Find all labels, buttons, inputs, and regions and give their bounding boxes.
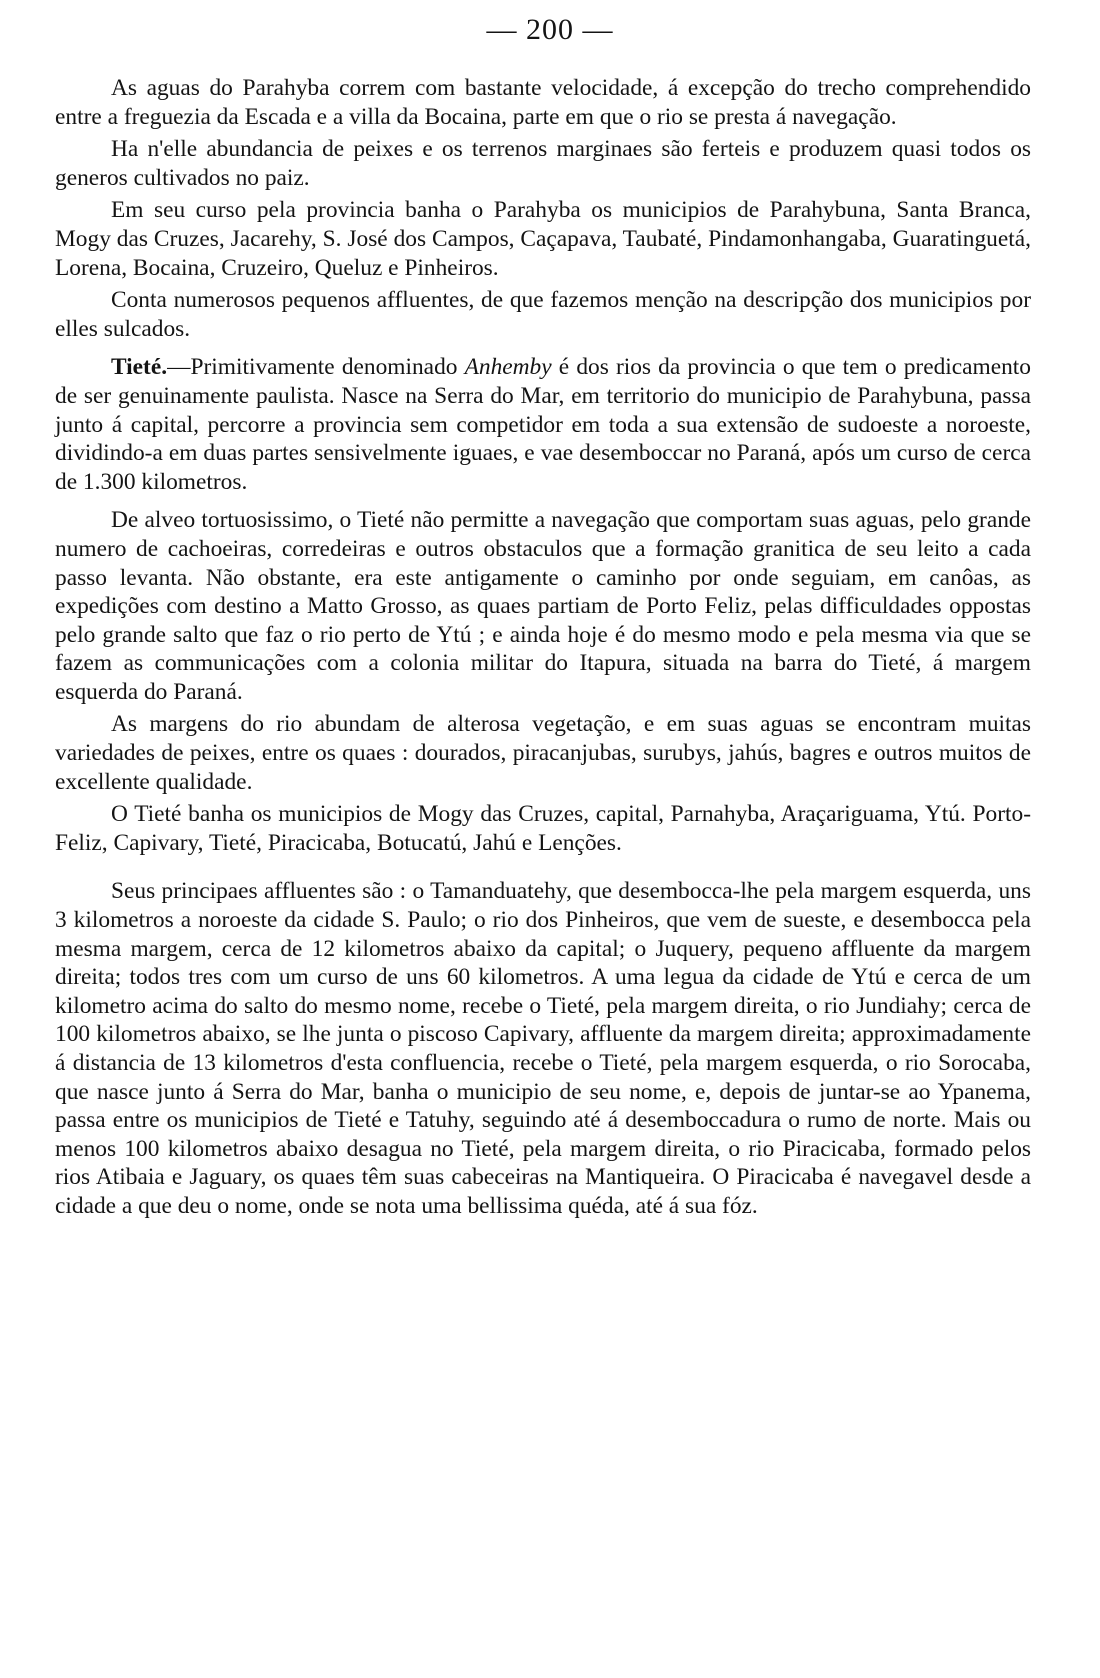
paragraph-tiete-municipalities: O Tieté banha os municipios de Mogy das Cruzes, capital, Parnahyba, Araçariguama, Ytú. Porto-Feliz, Capivary, Tieté, Piracicaba, Botucatú, Jahú e Lenções. (55, 801, 1031, 856)
paragraph-tiete-affluents: Seus principaes affluentes são : o Tamanduatehy, que desembocca-lhe pela margem esquerda, uns 3 kilometros a noroeste da cidade S. Paulo; o rio dos Pinheiros, que vem de sueste, e desembocca pela mesma margem, cerca de 12 kilometros abaixo da capital; o Juquery, pequeno affluente da margem direita; todos tres com um curso de uns 60 kilometros. A uma legua da cidade de Ytú e cerca de um kilometro acima do salto do mesmo nome, recebe o Tieté, pela margem direita, o rio Jundiahy; cerca de 100 kilometros abaixo, se lhe junta o piscoso Capivary, affluente da margem direita; approximadamente á distancia de 13 kilometros d'esta confluencia, recebe o Tieté, pela margem esquerda, o rio Sorocaba, que nasce junto á Serra do Mar, banha o municipio de seu nome, e, depois de juntar-se ao Ypanema, passa entre os municipios de Tieté e Tatuhy, seguindo até á desemboccadura o rumo de norte. Mais ou menos 100 kilometros abaixo desagua no Tieté, pela margem direita, o rio Piracicaba, formado pelos rios Atibaia e Jaguary, os quaes têm suas cabeceiras na Mantiqueira. O Piracicaba é navegavel desde a cidade a que deu o nome, onde se nota uma bellissima quéda, até á sua fóz. (55, 878, 1031, 1219)
paragraph-tiete-intro-lead: —Primitivamente denominado (167, 354, 465, 381)
paragraph-paraiba-velocity: As aguas do Parahyba correm com bastante velocidade, á excepção do trecho comprehendido entre a freguezia da Escada e a villa da Bocaina, parte em que o rio se presta á navegação. (55, 75, 1031, 130)
section-heading-tiete: Tieté. (111, 354, 168, 381)
paragraph-paraiba-fish: Ha n'elle abundancia de peixes e os terrenos marginaes são ferteis e produzem quasi todos os generos cultivados no paiz. (55, 136, 1031, 191)
paragraph-tiete-intro (55, 353, 1031, 496)
paragraph-tiete-navigation: De alveo tortuosissimo, o Tieté não permitte a navegação que comportam suas aguas, pelo grande numero de cachoeiras, corredeiras e outros obstaculos que a formação granitica de seu leito a cada passo levanta. Não obstante, era este antigamente o caminho por onde seguiam, em canôas, as expedições com destino a Matto Grosso, as quaes partiam de Porto Feliz, pelas difficuldades oppostas pelo grande salto que faz o rio perto de Ytú ; e ainda hoje é do mesmo modo e pela mesma via que se fazem as communicações com a colonia militar do Itapura, situada na barra do Tieté, á margem esquerda do Paraná. (55, 507, 1031, 705)
body-text (55, 74, 1031, 1225)
paragraph-paraiba-municipalities: Em seu curso pela provincia banha o Parahyba os municipios de Parahybuna, Santa Branca, Mogy das Cruzes, Jacarehy, S. José dos Campos, Caçapava, Taubaté, Pindamonhangaba, Guaratinguetá, Lorena, Bocaina, Cruzeiro, Queluz e Pinheiros. (55, 197, 1031, 281)
river-old-name: Anhemby (464, 354, 552, 381)
paragraph-tiete-banks: As margens do rio abundam de alterosa vegetação, e em suas aguas se encontram muitas variedades de peixes, entre os quaes : dourados, piracanjubas, surubys, jahús, bagres e outros muitos de excellente qualidade. (55, 711, 1031, 795)
paragraph-paraiba-tributaries: Conta numerosos pequenos affluentes, de que fazemos menção na descripção dos municipios por elles sulcados. (55, 287, 1031, 342)
paragraph-tiete-intro-body: é dos rios da provincia o que tem o predicamento de ser genuinamente paulista. Nasce na Serra do Mar, em territorio do municipio de Parahybuna, passa junto á capital, percorre a provincia sem competidor em toda a sua extensão de sudoeste a noroeste, dividindo-a em duas partes sensivelmente iguaes, e vae desemboccar no Paraná, após um curso de cerca de 1.300 kilometros. (55, 354, 1031, 495)
page-number: — 200 — (486, 13, 614, 46)
